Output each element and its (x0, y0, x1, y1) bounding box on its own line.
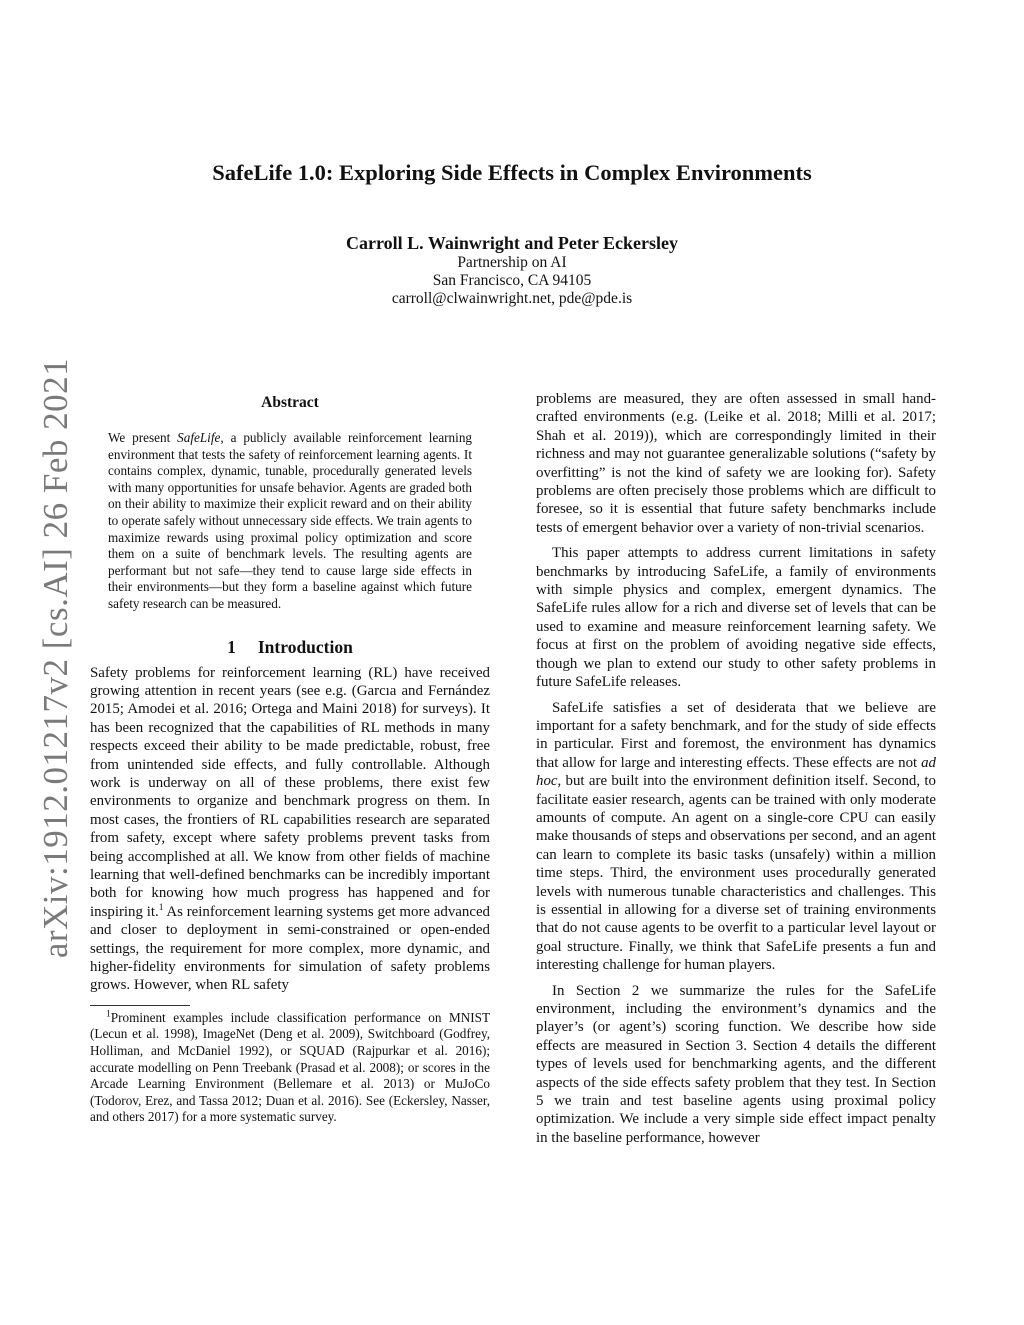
abstract-text: We present SafeLife, a publicly available reinforcement learning environment that tests the safety of reinforcement learning agents. It contains complex, dynamic, tunable, procedurally generated levels with many opportunities for unsafe behavior. Agents are graded both on their ability to maximize their explicit reward and on their ability to operate safely without unnecessary side effects. We train agents to maximize rewards using proximal policy optimization and score them on a suite of benchmark levels. The resulting agents are performant but not safe—they tend to cause large side effects in their environments—but they form a baseline against which future safety research can be measured. (108, 430, 473, 611)
author-emails: carroll@clwainwright.net, pde@pde.is (391, 290, 633, 307)
para3-emphasis: ad hoc (536, 754, 936, 790)
right-column (536, 390, 936, 1147)
author-affiliation: Partnership on AI (457, 254, 567, 271)
intro-paragraph-4: In Section 2 we summarize the rules for the SafeLife environment, including the environment’s dynamics and the player’s (or agent’s) scoring function. We describe how side effects are measured in Section 3. Section 4 details the different types of levels used for benchmarking agents, and the different aspects of the side effects safety problem that they test. In Section 5 we train and test baseline agents using proximal policy optimization. We include a very simple side effect impact penalty in the baseline performance, however (536, 982, 936, 1146)
intro-paragraph-2: This paper attempts to address current limitations in safety benchmarks by introducing SafeLife, a family of environments with simple physics and complex, emergent dynamics. The SafeLife rules allow for a rich and diverse set of levels that can be used to examine and measure reinforcement learning safety. We focus at first on the problem of avoiding negative side effects, though we plan to extend our study to other safety problems in future SafeLife releases. (536, 545, 936, 691)
footnote-divider (90, 1005, 190, 1006)
intro-paragraph-1: Safety problems for reinforcement learning (RL) have received growing attention in recent years (see e.g. (Garcıa and Fernández 2015; Amodei et al. 2016; Ortega and Maini 2018) for surveys). It has been recognized that the capabilities of RL methods in many respects exceed their ability to be made predictable, robust, free from unintended side effects, and fully controllable. Although work is underway on all of these problems, there exist few environments to organize and benchmark progress on them. In most cases, the frontiers of RL capabilities research are separated from safety, except where safety problems prevent tasks from being accomplished at all. We know from other fields of machine learning that well-defined benchmarks can be incredibly important both for knowing how much progress has happened and for inspiring it.$^1$ As reinforcement learning systems get more advanced and closer to deployment in semi-constrained or open-ended settings, the requirement for more complex, more dynamic, and higher-fidelity environments for simulation of safety problems grows. However, when RL safety (90, 664, 490, 994)
author-location: San Francisco, CA 94105 (432, 272, 592, 289)
section-number: 1 (227, 636, 236, 657)
paper-title: SafeLife 1.0: Exploring Side Effects in Complex Environments (212, 160, 812, 185)
left-column (90, 390, 490, 1126)
intro-paragraph-3: SafeLife satisfies a set of desiderata that we believe are important for a safety benchmark, and for the study of side effects in particular. First and foremost, the environment has dynamics that allow for large and interesting effects. These effects are not ad hoc, but are built into the environment definition itself. Second, to facilitate easier research, agents can be trained with only moderate amounts of compute. An agent on a single-core CPU can easily make thousands of steps and observations per second, and an agent can learn to complete its basic tasks (unsafely) within a million time steps. Third, the environment uses procedurally generated levels with numerous tunable characteristics and challenges. This is essential in allowing for a diverse set of training environments that do not cause agents to be overfit to a particular level layout or goal structure. Finally, we think that SafeLife presents a fun and interesting challenge for human players. (536, 699, 936, 974)
abstract (108, 394, 472, 613)
footnote-ref: 1 (158, 902, 164, 913)
footnote-mark: 1 (106, 1009, 111, 1020)
abstract-heading: Abstract (261, 394, 319, 411)
section-heading-introduction (90, 637, 490, 658)
arxiv-stamp: arXiv:1912.01217v2 [cs.AI] 26 Feb 2021 (36, 357, 75, 959)
author-names: Carroll L. Wainwright and Peter Eckersley (346, 233, 678, 253)
intro-paragraph-1-continued: problems are measured, they are often assessed in small hand-crafted environments (e.g. (Leike et al. 2018; Milli et al. 2017; Shah et al. 2019)), which are correspondingly limited in their richness and may not guarantee generalizable solutions (“safety by overfitting” is not the kind of safety we are looking for). Safety problems are often precisely those problems which are difficult to foresee, so it is essential that future safety benchmarks include tests of emergent behavior over a variety of non-trivial scenarios. (536, 391, 936, 536)
section-title: Introduction (257, 636, 353, 657)
footnote: $^1$Prominent examples include classification performance on MNIST (Lecun et al. 1998), ImageNet (Deng et al. 2009), Switchboard (Godfrey, Holliman, and McDaniel 1992), or SQUAD (Rajpurkar et al. 2016); accurate modelling on Penn Treebank (Prasad et al. 2008); or scores in the Arcade Learning Environment (Bellemare et al. 2013) or MuJoCo (Todorov, Erez, and Tassa 2012; Duan et al. 2016). See (Eckersley, Nasser, and others 2017) for a more systematic survey. (90, 1009, 490, 1125)
abstract-emphasis: SafeLife (177, 430, 221, 445)
author-block (0, 232, 1024, 308)
